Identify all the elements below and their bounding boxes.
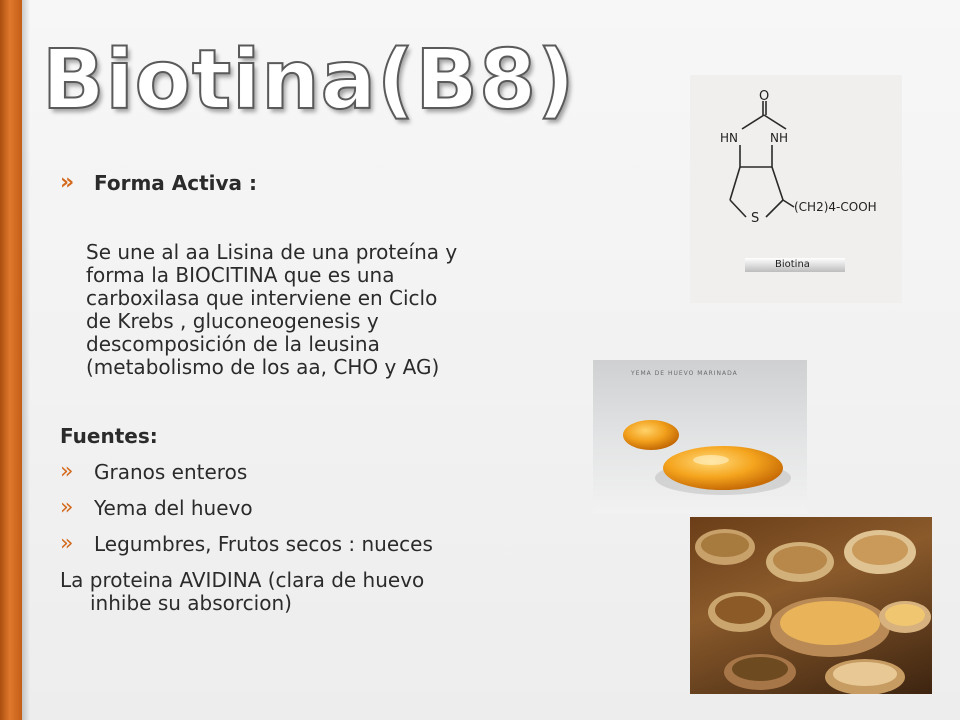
egg-yolk-image (593, 360, 807, 514)
avidina-note (60, 569, 530, 615)
list-item (60, 533, 530, 556)
description-line: de Krebs , gluconeogenesis y (86, 309, 379, 333)
grains-image (690, 517, 932, 694)
fuente-label: Legumbres, Frutos secos : nueces (94, 532, 433, 556)
description-line: (metabolismo de los aa, CHO y AG) (86, 355, 440, 379)
hn-label: HN (720, 131, 738, 145)
slide-title: Biotina(B8) (42, 33, 576, 128)
biotin-structure-image (690, 75, 902, 303)
avidina-line: inhibe su absorcion) (90, 591, 292, 615)
grains-illustration (690, 517, 932, 694)
list-item (60, 461, 530, 484)
side-chain-label: (CH2)4-COOH (794, 200, 877, 214)
bullet-icon: » (60, 459, 74, 484)
forma-activa-description (60, 241, 530, 379)
list-item (60, 497, 530, 520)
description-line: carboxilasa que interviene en Ciclo (86, 286, 438, 310)
fuente-label: Yema del huevo (94, 496, 253, 520)
fuente-label: Granos enteros (94, 460, 248, 484)
slide-content (60, 172, 530, 615)
sulfur-label: S (751, 211, 760, 226)
oxygen-label: O (759, 89, 770, 104)
description-line: descomposición de la leusina (86, 332, 380, 356)
forma-activa-label: Forma Activa : (94, 171, 257, 195)
egg-caption: YEMA DE HUEVO MARINADA (631, 370, 738, 377)
avidina-line: La proteina AVIDINA (clara de huevo (60, 568, 425, 592)
bullet-icon: » (60, 495, 74, 520)
bullet-icon: » (60, 170, 75, 195)
bullet-icon: » (60, 531, 74, 556)
description-line: forma la BIOCITINA que es una (86, 263, 395, 287)
egg-yolk-illustration (593, 360, 807, 514)
forma-activa-row (60, 172, 530, 195)
nh-label: NH (770, 131, 788, 145)
accent-bar (0, 0, 22, 720)
fuentes-heading: Fuentes: (60, 424, 158, 448)
description-line: Se une al aa Lisina de una proteína y (86, 240, 458, 264)
biotin-caption: Biotina (745, 258, 845, 272)
